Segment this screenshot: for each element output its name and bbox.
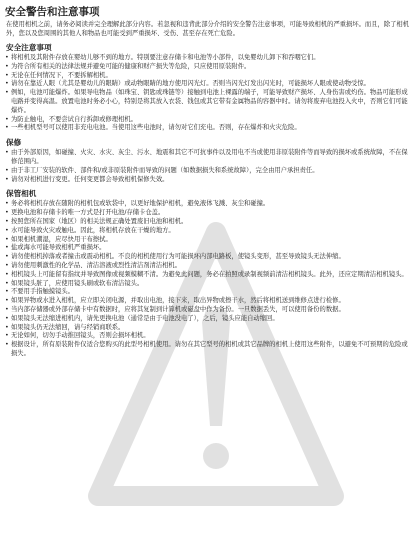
list-item: • 为符合所有相关的法律法规并避免可能的健康和财产损失等危险，只应使用原装附件。 — [5, 63, 413, 72]
list-item: • 请勿使相机掉落或者撞击或震动相机。不良的相机使用行为可能损坏内部电路板，使镜头变形，甚至导致镜头无法伸缩。 — [5, 253, 413, 262]
list-item: • 按照您所在国家（地区）的相关法规正确处置废旧电池和相机。 — [5, 218, 413, 227]
list-item: • 请勿使用刺激性的化学品、清洁溶液或烈性清洁剂清洁相机。 — [5, 262, 413, 271]
list-item: • 如果相机潮湿，应尽快用干布擦拭。 — [5, 236, 413, 245]
list-item: • 由于外部原因，如碰撞、火灾、水灾、灰尘、污水、地震和其它不可抗事件以及用电不当或使用非原装附件等而导致的损坏或系统故障，不在保修范围内。 — [5, 149, 413, 167]
list-item: • 盐或海水可能导致相机严重损坏。 — [5, 244, 413, 253]
list-item: • 水可能导致火灾或触电。因此，将相机存放在干燥的地方。 — [5, 227, 413, 236]
page-title: 安全警告和注意事项 — [5, 6, 100, 18]
bullet-list — [5, 54, 413, 133]
list-item: • 请勿在靠近人眼（尤其是婴幼儿的眼睛）或动物眼睛的地方使用闪光灯。否则当闪光灯发出闪光时，可能损坏人眼或使动物受惊。 — [5, 80, 413, 89]
list-item: • 更换电池和存储卡的唯一方式是打开电池/存储卡仓盖。 — [5, 209, 413, 218]
document-body — [5, 6, 413, 359]
section-heading: 安全注意事项 — [6, 43, 52, 52]
bullet-list — [5, 149, 413, 184]
list-item: • 为防止触电，不要尝试自行拆卸或修理相机。 — [5, 116, 413, 125]
list-item: • 根据设计，所有原装附件仅适合您购买的此型号相机使用。请勿在其它型号的相机或其它品牌的相机上使用这些附件，以避免不可预期的危险或损失。 — [5, 341, 413, 359]
list-item: • 不要用手指触摸镜头。 — [5, 288, 413, 297]
list-item: • 将相机及其附件存放在婴幼儿够不到的地方。特别要注意存储卡和电池等小部件，以免婴幼儿卸下和吞咽它们。 — [5, 54, 413, 63]
list-item: • 当内部存储器或外部存储卡中有数据时，应将其复制到计算机或磁盘中作为备份。一旦数据丢失，可以使用备份的数据。 — [5, 306, 413, 315]
list-item: • 例如，电池可能爆炸。如果导电物品（如珠宝、钥匙或珠链等）接触到电池上裸露的端子，可能导致财产损坏、人身伤害或灼伤。物品可能形成电路并变得高温。放置电池时务必小心，特别是将其放入衣袋、钱包或其它带有金属物品的容器中时。请勿将废弃电池投入火中，否则它们可能爆炸。 — [5, 89, 413, 115]
list-item: • 如果镜头仍无法缩回，请与经销商联系。 — [5, 324, 413, 333]
section-safety — [5, 43, 413, 133]
list-item: • 如果异物或水进入相机，应立即关闭电源，并取出电池，接下来，取出异物或擦干水，然后将相机送到维修点进行检修。 — [5, 297, 413, 306]
list-item: • 无论在任何情况下，不要拆解相机。 — [5, 72, 413, 81]
list-item: • 相机镜头上可能留有指纹并导致图像或视频模糊不清。为避免此问题，务必在拍照或录制视频前清洁相机镜头。此外，还应定期清洁相机镜头。 — [5, 271, 413, 280]
list-item: • 如果镜头无法缩进相机内，请先更换电池（通常是由于电池没电了），之后，镜头应能自动缩回。 — [5, 315, 413, 324]
intro-paragraph: 在使用相机之前，请务必阅读并完全理解此部分内容。若忽视和违背此部分介绍的安全警告注意事项，可能导致相机的严重损坏。而且，除了相机外，您以及您周围的其他人和物品也可能受到严重损坏、受伤、甚至存在死亡危险。 — [6, 21, 409, 37]
list-item: • 务必将相机存放在随附的相机包或软袋中，以更好地保护相机，避免液体飞溅、灰尘和碰撞。 — [5, 200, 413, 209]
list-item: • 由于非工厂安装的软件、部件和/或非原装附件而导致的问题（如数据损失和系统故障），完全由用户承担责任。 — [5, 167, 413, 176]
list-item: • 无论如何，切勿手动推回镜头，否则会损坏相机。 — [5, 332, 413, 341]
section-heading: 保管相机 — [6, 189, 37, 199]
list-item: • 如果镜头脏了，应使用镜头刷或软布清洁镜头。 — [5, 280, 413, 289]
section-camera-care — [5, 189, 413, 358]
section-heading: 保修 — [6, 138, 22, 148]
bullet-list — [5, 200, 413, 358]
list-item: • 一些相机型号可以使用非充电电池。当使用这些电池时，请勿对它们充电。否则，存在爆炸和火灾危险。 — [5, 124, 413, 133]
section-warranty — [5, 138, 413, 184]
list-item: • 请勿对相机进行变更。任何变更都会导致相机保修失效。 — [5, 176, 413, 185]
